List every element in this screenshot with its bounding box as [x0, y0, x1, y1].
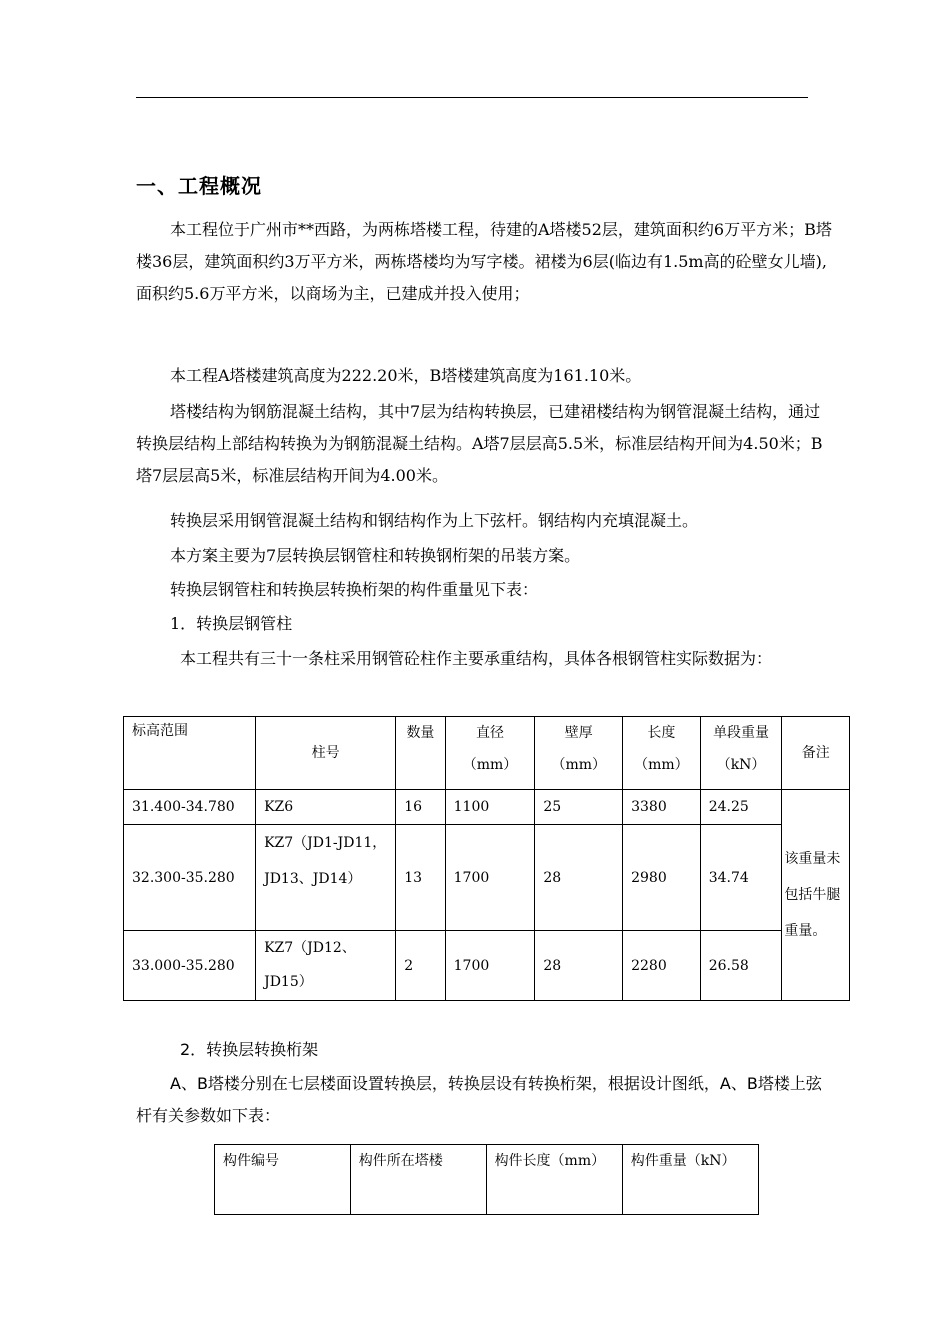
table-cell: 1700 [445, 931, 535, 1001]
truss-table [214, 1144, 759, 1215]
table-cell: 1100 [445, 790, 535, 825]
table-cell: 2 [396, 931, 445, 1001]
table-cell: 31.400-34.780 [124, 790, 256, 825]
table-cell: 2980 [623, 825, 701, 931]
paragraph: 塔楼结构为钢筋混凝土结构，其中7层为结构转换层，已建裙楼结构为钢管混凝土结构，通过转换层结构上部结构转换为为钢筋混凝土结构。A塔7层层高5.5米，标准层结构开间为4.50米；B塔7层层高5米，标准层结构开间为4.00米。 [136, 402, 823, 485]
paragraph: 转换层采用钢管混凝土结构和钢结构作为上下弦杆。钢结构内充填混凝土。 [170, 511, 699, 530]
paragraph: 本工程共有三十一条柱采用钢管砼柱作主要承重结构，具体各根钢管柱实际数据为： [180, 649, 773, 668]
paragraph: 本工程位于广州市**西路，为两栋塔楼工程，待建的A塔楼52层，建筑面积约6万平方米；B塔楼36层，建筑面积约3万平方米，两栋塔楼均为写字楼。裙楼为6层(临边有1.5m高的砼壁女儿墙),面积约5.6万平方米，以商场为主，已建成并投入使用； [136, 220, 832, 303]
table-cell: 34.74 [700, 825, 782, 931]
table-cell: 16 [396, 790, 445, 825]
table-header: 柱号 [256, 717, 396, 790]
table-cell: 3380 [623, 790, 701, 825]
table-cell: 13 [396, 825, 445, 931]
table-header: 长度（mm） [623, 717, 701, 790]
table-cell: 24.25 [700, 790, 782, 825]
table-cell: 1700 [445, 825, 535, 931]
paragraph: 转换层钢管柱和转换层转换桁架的构件重量见下表： [170, 580, 539, 599]
table-header: 单段重量（kN） [700, 717, 782, 790]
subsection-title: 2．转换层转换桁架 [180, 1040, 319, 1059]
table-header: 数量 [396, 717, 445, 790]
paragraph: 本工程A塔楼建筑高度为222.20米，B塔楼建筑高度为161.10米。 [170, 366, 642, 385]
table-header: 标高范围 [124, 717, 256, 790]
paragraph: A、B塔楼分别在七层楼面设置转换层，转换层设有转换桁架，根据设计图纸，A、B塔楼上弦杆有关参数如下表： [136, 1074, 822, 1125]
paragraph: 本方案主要为7层转换层钢管柱和转换钢桁架的吊装方案。 [170, 546, 581, 565]
table-header: 构件重量（kN） [622, 1145, 758, 1215]
table-cell: KZ6 [256, 790, 396, 825]
table-header: 构件长度（mm） [486, 1145, 622, 1215]
table-cell: 2280 [623, 931, 701, 1001]
table-header: 壁厚（mm） [535, 717, 623, 790]
table-note: 该重量未包括牛腿重量。 [782, 790, 850, 1001]
header-rule [136, 97, 808, 98]
table-cell: 32.300-35.280 [124, 825, 256, 931]
table-header: 构件编号 [215, 1145, 351, 1215]
steel-column-table [123, 716, 850, 1001]
table-header: 直径（mm） [445, 717, 535, 790]
section-heading: 一、工程概况 [136, 174, 262, 198]
table-cell: 28 [535, 931, 623, 1001]
table-cell: 26.58 [700, 931, 782, 1001]
subsection-title: 1．转换层钢管柱 [170, 614, 293, 633]
table-cell: 28 [535, 825, 623, 931]
table-header: 构件所在塔楼 [350, 1145, 486, 1215]
table-cell: 25 [535, 790, 623, 825]
table-cell: KZ7（JD12、JD15） [256, 931, 396, 1001]
table-header: 备注 [782, 717, 850, 790]
table-cell: KZ7（JD1-JD11，JD13、JD14） [256, 825, 396, 931]
table-cell: 33.000-35.280 [124, 931, 256, 1001]
